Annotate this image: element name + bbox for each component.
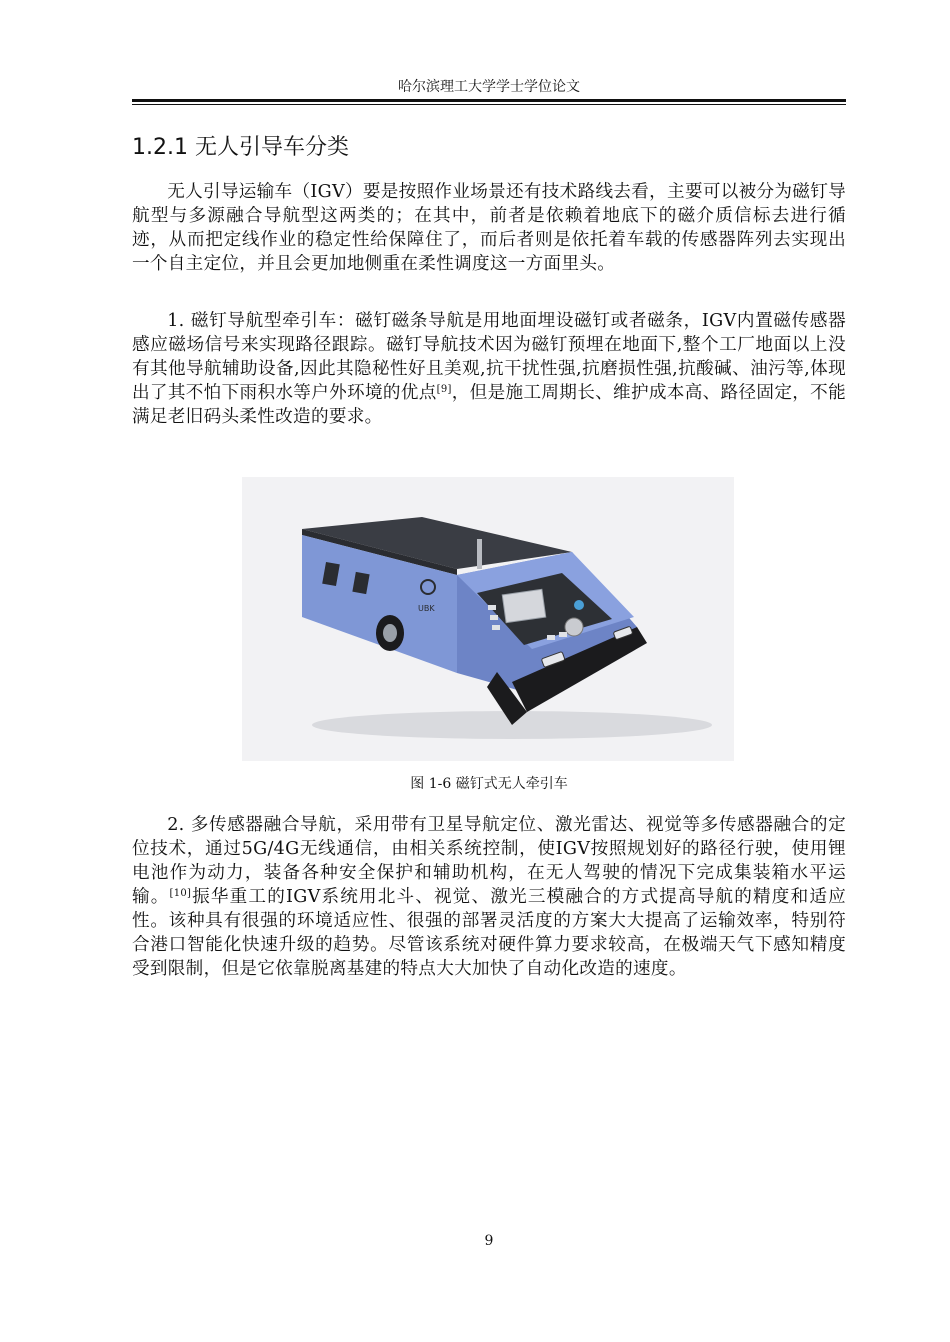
header-rule-thick: [132, 99, 846, 102]
section-heading: 1.2.1 无人引导车分类: [132, 135, 349, 160]
logo-text: UBK: [418, 604, 435, 613]
running-header: 哈尔滨理工大学学士学位论文: [398, 79, 580, 95]
paragraph-text: 振华重工的IGV系统用北斗、视觉、激光三模融合的方式提高导航的精度和适应性。该种具有很强的环境适应性、很强的部署灵活度的方案大大提高了运输效率，特别符合港口智能化快速升级的趋势。尽管该系统对硬件算力要求较高，在极端天气下感知精度受到限制，但是它依靠脱离基建的特点大大加快了自动化改造的速度。: [132, 887, 846, 979]
igv-illustration: [242, 477, 734, 761]
citation-ref: [10]: [169, 888, 192, 899]
page-number: 9: [484, 1233, 494, 1249]
paragraph-classification: 无人引导运输车（IGV）要是按照作业场景还有技术路线去看，主要可以被分为磁钉导航型与多源融合导航型这两类的；在其中，前者是依赖着地底下的磁介质信标去进行循迹，从而把定线作业的稳定性给保障住了，而后者则是依托着车载的传感器阵列去实现出一个自主定位，并且会更加地侧重在柔性调度这一方面里头。: [132, 182, 846, 274]
paragraph-magnetic-nav: [132, 309, 846, 429]
header-rule-thin: [132, 104, 846, 105]
figure-igv-image: [242, 477, 734, 761]
paragraph-text: 1. 磁钉导航型牵引车：磁钉磁条导航是用地面埋设磁钉或者磁条，IGV内置磁传感器感应磁场信号来实现路径跟踪。磁钉导航技术因为磁钉预埋在地面下,整个工厂地面以上没有其他导航辅助设备,因此其隐秘性好且美观,抗干扰性强,抗磨损性强,抗酸碱、油污等,体现出了其不怕下雨积水等户外环境的优点: [132, 311, 846, 403]
paragraph-fusion-nav: [132, 813, 846, 981]
paragraph-text: 2. 多传感器融合导航，采用带有卫星导航定位、激光雷达、视觉等多传感器融合的定位技术，通过5G/4G无线通信，由相关系统控制，使IGV按照规划好的路径行驶，使用锂电池作为动力，装备各种安全保护和辅助机构，在无人驾驶的情况下完成集装箱水平运输。: [132, 815, 846, 907]
citation-ref: [9]: [436, 384, 452, 395]
figure-caption: 图 1-6 磁钉式无人牵引车: [410, 776, 568, 792]
paragraph-text: ，但是施工周期长、维护成本高、路径固定，不能满足老旧码头柔性改造的要求。: [132, 383, 846, 427]
